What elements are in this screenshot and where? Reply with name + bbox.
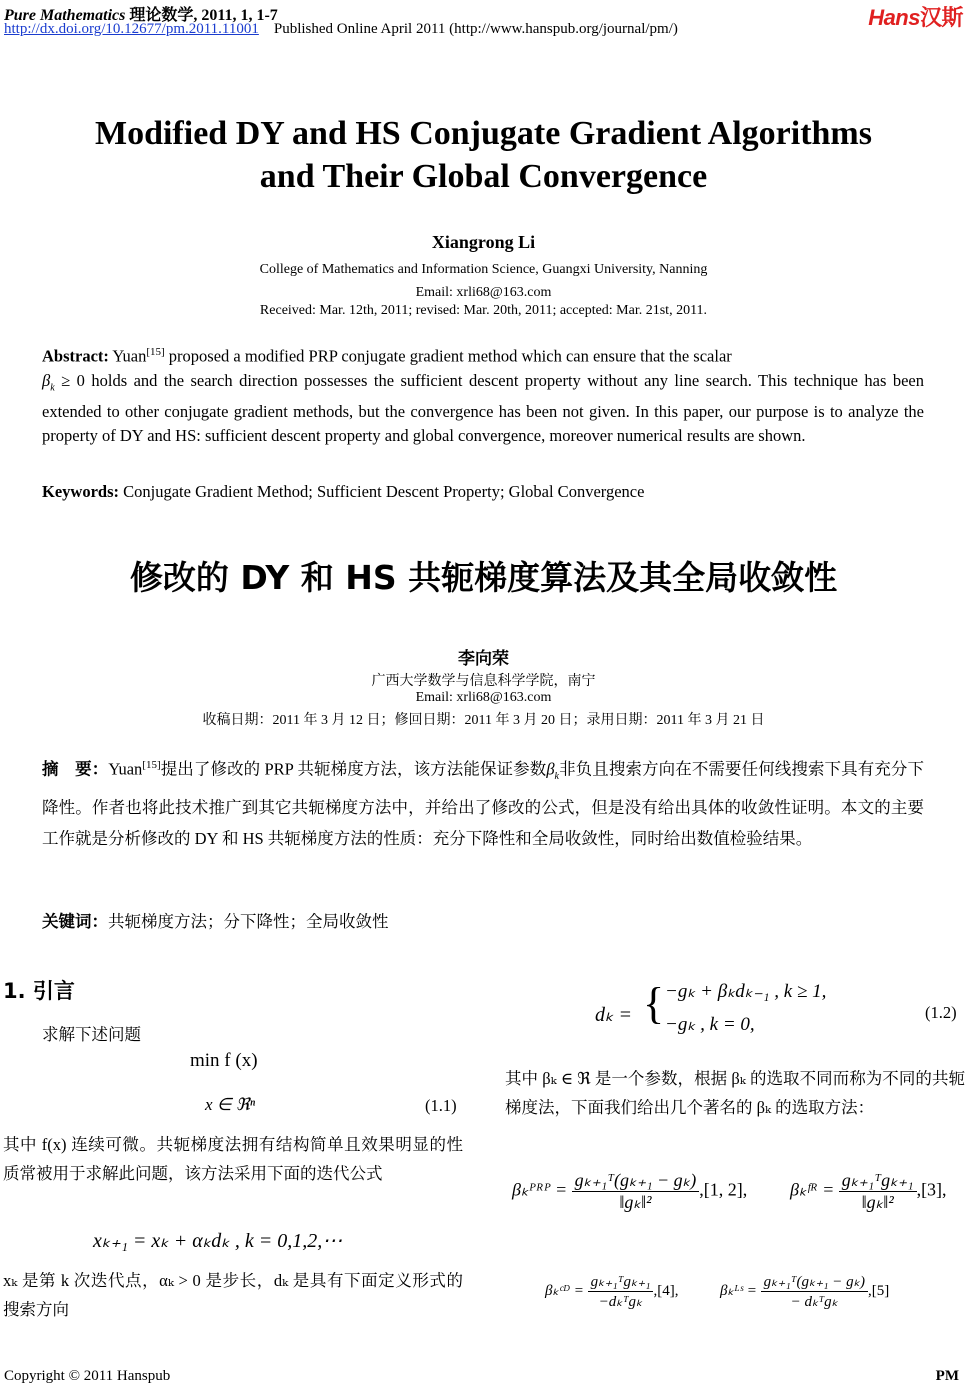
- equation-number: (1.2): [925, 1003, 957, 1022]
- citation-ref[interactable]: ,[3],: [916, 1179, 947, 1200]
- affiliation-en: College of Mathematics and Information Science, Guangxi University, Nanning: [259, 262, 708, 277]
- paragraph: 其中 βₖ ∈ ℜ 是一个参数，根据 βₖ 的选取不同而称为不同的共轭梯度法，下面我们给出几个著名的 βₖ 的选取方法：: [505, 1069, 965, 1117]
- denominator: ‖gₖ‖²: [861, 1192, 894, 1212]
- formula-ls: [720, 1272, 889, 1311]
- fraction: [572, 1170, 700, 1213]
- math-sub: k: [554, 770, 559, 782]
- keywords-text: 共轭梯度方法；分下降性；全局收敛性: [108, 912, 389, 931]
- abstract-label: Abstract:: [42, 346, 109, 366]
- dates-cn: 收稿日期：2011 年 3 月 12 日；修回日期：2011 年 3 月 20 日；录用日期：2011 年 3 月 21 日: [202, 713, 765, 728]
- equation-1-2-case2: −gₖ , k = 0,: [665, 1014, 755, 1035]
- abstract-text: proposed a modified PRP conjugate gradient method which can ensure that the scalar: [164, 346, 732, 366]
- keywords-en: [42, 482, 644, 502]
- denominator: − dₖᵀgₖ: [790, 1294, 839, 1310]
- denominator: −dₖᵀgₖ: [598, 1294, 643, 1310]
- fraction: [761, 1272, 868, 1311]
- keywords-text: Conjugate Gradient Method; Sufficient Descent Property; Global Convergence: [119, 482, 645, 501]
- author-cn: 李向荣: [458, 649, 509, 669]
- numerator: gₖ₊₁ᵀgₖ₊₁: [588, 1272, 654, 1292]
- copyright: Copyright © 2011 Hanspub: [4, 1368, 171, 1384]
- formula-lhs: βₖᴸˢ =: [720, 1282, 757, 1299]
- equation-1-2-case1: −gₖ + βₖdₖ₋₁ , k ≥ 1,: [665, 981, 827, 1002]
- intro-text: 求解下述问题: [42, 1025, 141, 1044]
- email-en: Email: xrli68@163.com: [415, 285, 552, 300]
- formula-prp: [512, 1170, 747, 1213]
- citation-ref[interactable]: ,[5]: [867, 1282, 890, 1299]
- equation-number: (1.1): [425, 1096, 457, 1115]
- paper-title-en: [0, 112, 967, 198]
- formula-lhs: βₖᶜᴰ =: [545, 1282, 584, 1299]
- keywords-label-cn: 关键词：: [42, 912, 108, 931]
- formula-cd: [545, 1272, 678, 1311]
- doi-line: [4, 21, 678, 38]
- abstract-cn: [42, 750, 924, 854]
- doi-link[interactable]: http://dx.doi.org/10.12677/pm.2011.11001: [4, 21, 259, 37]
- abstract-text: 提出了修改的 PRP 共轭梯度方法，该方法能保证参数: [160, 759, 547, 779]
- paragraph: 其中 f(x) 连续可微。共轭梯度法拥有结构简单且效果明显的性质常被用于求解此问题，该方法采用下面的迭代公式: [3, 1135, 463, 1183]
- affiliation-cn: 广西大学数学与信息科学学院，南宁: [371, 674, 596, 689]
- abstract-label-cn: 摘 要：: [42, 759, 109, 779]
- title-line-1: Modified DY and HS Conjugate Gradient Algorithms: [94, 115, 872, 152]
- paper-title-cn: 修改的 DY 和 HS 共轭梯度算法及其全局收敛性: [129, 558, 838, 597]
- numerator: gₖ₊₁ᵀ(gₖ₊₁ − gₖ): [761, 1272, 868, 1292]
- numerator: gₖ₊₁ᵀgₖ₊₁: [839, 1170, 917, 1192]
- journal-name: Pure Mathematics: [4, 7, 126, 24]
- formula-lhs: βₖᶠᴿ =: [790, 1179, 835, 1200]
- iteration-formula: xₖ₊₁ = xₖ + αₖdₖ , k = 0,1,2,⋯: [93, 1230, 343, 1252]
- dates-en: Received: Mar. 12th, 2011; revised: Mar. 20th, 2011; accepted: Mar. 21st, 2011.: [259, 303, 708, 318]
- hans-logo: [868, 1, 963, 32]
- fraction: [839, 1170, 917, 1213]
- abstract-text: Yuan: [108, 346, 147, 366]
- abstract-en: [42, 340, 924, 448]
- formula-fr: [790, 1170, 947, 1213]
- journal-abbr: PM: [935, 1368, 959, 1384]
- abstract-text: Yuan: [108, 759, 143, 779]
- logo-cn: 汉斯: [919, 5, 963, 30]
- title-line-2: and Their Global Convergence: [259, 158, 708, 195]
- equation-1-1-line2: x ∈ ℜⁿ: [205, 1095, 256, 1114]
- math-beta: β: [42, 370, 51, 390]
- citation-ref[interactable]: ,[1, 2],: [699, 1179, 748, 1200]
- author-en: Xiangrong Li: [431, 232, 536, 252]
- abstract-text: 非负且搜索方向在不需要任何线搜索下具有充分下降性。作者也将此技术推广到其它共轭梯度方法中，并给出了修改的公式，但是没有给出具体的收敛性证明。本文的主要工作就是分析修改的 DY 和 HS 共轭梯度方法的性质：充分下降性和全局收敛性，同时给出数值检验结果。: [42, 759, 925, 848]
- denominator: ‖gₖ‖²: [619, 1192, 652, 1212]
- logo-latin: Hans: [868, 5, 920, 30]
- numerator: gₖ₊₁ᵀ(gₖ₊₁ − gₖ): [572, 1170, 700, 1192]
- equation-1-1-line1: min f (x): [190, 1050, 258, 1071]
- abstract-text: holds and the search direction possesses the sufficient descent property without any line search. This technique has been extended to other conjugate gradient methods, but the convergence has been not given. In this paper, our purpose is to analyze the property of DY and HS: sufficient descent property and global convergence, moreover numerical results are shown.: [42, 370, 925, 445]
- formula-lhs: βₖᴾᴿᴾ =: [512, 1179, 568, 1200]
- math-beta: β: [546, 759, 555, 779]
- brace: {: [643, 979, 665, 1028]
- citation-ref[interactable]: [15]: [142, 759, 161, 771]
- math-sub: k: [50, 381, 55, 393]
- journal-cn: 理论数学, 2011, 1, 1-7: [129, 7, 278, 24]
- math-rest: ≥ 0: [54, 370, 85, 390]
- email-cn: Email: xrli68@163.com: [415, 690, 552, 705]
- citation-ref[interactable]: ,[4],: [653, 1282, 679, 1299]
- keywords-label: Keywords:: [42, 482, 119, 501]
- keywords-cn: [42, 908, 389, 932]
- published-info: Published Online April 2011 (http://www.hanspub.org/journal/pm/): [273, 21, 678, 37]
- paragraph: xₖ 是第 k 次迭代点，αₖ > 0 是步长，dₖ 是具有下面定义形式的搜索方向: [3, 1271, 463, 1319]
- equation-1-2-lhs: dₖ =: [595, 1004, 633, 1026]
- fraction: [588, 1272, 654, 1311]
- citation-ref[interactable]: [15]: [146, 346, 165, 358]
- section-heading: 1. 引言: [3, 979, 75, 1003]
